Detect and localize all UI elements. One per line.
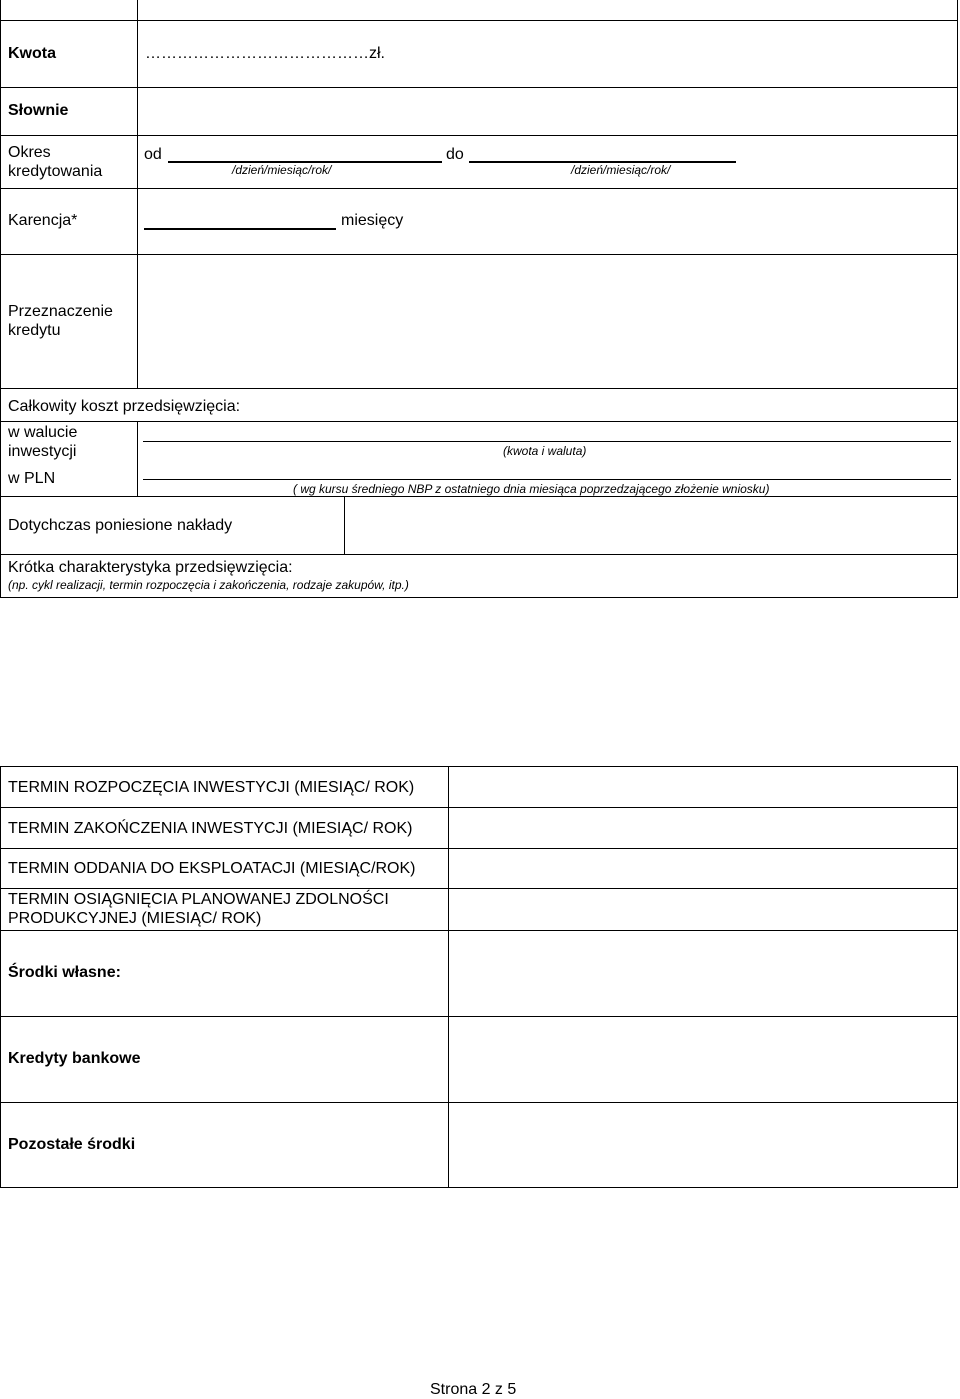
pozostale-srodki-field[interactable] xyxy=(449,1103,957,1187)
termin-zakonczenia-field[interactable] xyxy=(449,808,957,848)
walucie-label-line1: w walucie xyxy=(8,424,78,441)
termin-osiagniecia-label-line2: PRODUKCYJNEJ (MIESIĄC/ ROK) xyxy=(8,910,262,927)
walucie-label-line2: inwestycji xyxy=(8,443,77,460)
przeznaczenie-label-line1: Przeznaczenie xyxy=(8,303,113,320)
termin-zakonczenia-label: TERMIN ZAKOŃCZENIA INWESTYCJI (MIESIĄC/ ROK) xyxy=(8,820,413,837)
termin-oddania-field[interactable] xyxy=(449,849,957,888)
page-number: Strona 2 z 5 xyxy=(430,1381,517,1398)
charakterystyka-field[interactable] xyxy=(0,599,958,766)
okres-label-line1: Okres xyxy=(8,144,51,161)
naklady-field[interactable] xyxy=(345,497,957,553)
row-line xyxy=(0,135,958,136)
pln-label: w PLN xyxy=(8,470,56,487)
row-line xyxy=(0,388,958,389)
kwota-label: Kwota xyxy=(8,45,56,62)
koszt-label: Całkowity koszt przedsięwzięcia: xyxy=(8,398,241,415)
termin-rozpoczecia-label: TERMIN ROZPOCZĘCIA INWESTYCJI (MIESIĄC/ ROK) xyxy=(8,779,415,796)
termin-osiagniecia-field[interactable] xyxy=(449,889,957,930)
okres-od-hint: /dzień/miesiąc/rok/ xyxy=(232,163,332,177)
charakterystyka-hint: (np. cykl realizacji, termin rozpoczęcia i zakończenia, rodzaje zakupów, itp.) xyxy=(8,578,409,592)
termin-osiagniecia-label-line1: TERMIN OSIĄGNIĘCIA PLANOWANEJ ZDOLNOŚCI xyxy=(8,891,389,908)
row-line xyxy=(0,554,958,555)
kredyty-bankowe-label: Kredyty bankowe xyxy=(8,1050,141,1067)
przeznaczenie-label-line2: kredytu xyxy=(8,322,61,339)
kwota-field[interactable]: ……………………………………zł. xyxy=(145,45,385,62)
walucie-field[interactable] xyxy=(143,441,951,442)
pln-hint: ( wg kursu średniego NBP z ostatniego dnia miesiąca poprzedzającego złożenie wniosku) xyxy=(293,482,770,496)
slownie-label: Słownie xyxy=(8,102,69,119)
naklady-label: Dotychczas poniesione nakłady xyxy=(8,517,233,534)
karencja-field[interactable] xyxy=(144,228,336,230)
srodki-wlasne-label: Środki własne: xyxy=(8,964,121,981)
investment-column-divider xyxy=(137,421,138,496)
row-line xyxy=(0,421,958,422)
row-line xyxy=(0,188,958,189)
okres-do-hint: /dzień/miesiąc/rok/ xyxy=(571,163,671,177)
walucie-hint: (kwota i waluta) xyxy=(503,444,587,458)
termin-oddania-label: TERMIN ODDANIA DO EKSPLOATACJI (MIESIĄC/ROK) xyxy=(8,860,416,877)
pozostale-srodki-label: Pozostałe środki xyxy=(8,1136,136,1153)
karencja-unit: miesięcy xyxy=(341,212,404,229)
karencja-label: Karencja* xyxy=(8,212,78,229)
przeznaczenie-field[interactable] xyxy=(138,255,957,387)
okres-do-label: do xyxy=(446,146,464,163)
slownie-field[interactable] xyxy=(138,88,957,134)
charakterystyka-label: Krótka charakterystyka przedsięwzięcia: xyxy=(8,559,293,576)
termin-rozpoczecia-field[interactable] xyxy=(449,767,957,807)
srodki-wlasne-field[interactable] xyxy=(449,931,957,1016)
row-line xyxy=(0,20,958,21)
okres-od-label: od xyxy=(144,146,162,163)
kredyty-bankowe-field[interactable] xyxy=(449,1017,957,1102)
pln-field[interactable] xyxy=(143,479,951,480)
okres-label-line2: kredytowania xyxy=(8,163,103,180)
